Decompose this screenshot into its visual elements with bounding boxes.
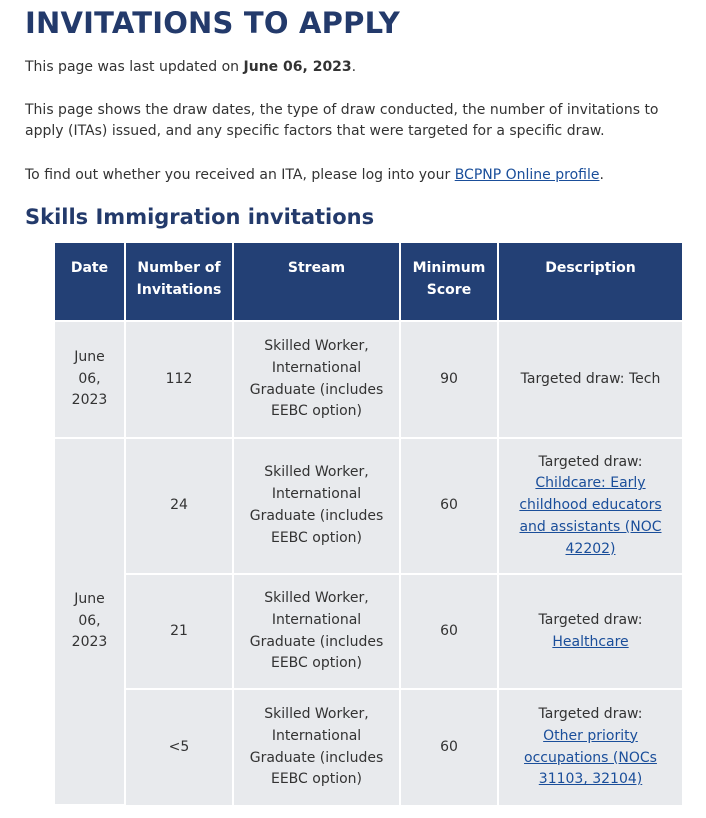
table-row [55, 438, 682, 574]
stream-cell: Skilled Worker, International Graduate (includes EEBC option) [233, 689, 400, 805]
description-text: Targeted draw: [538, 453, 643, 470]
healthcare-link[interactable]: Healthcare [552, 633, 629, 650]
login-suffix: . [599, 166, 604, 183]
header-stream: Stream [233, 243, 400, 320]
section-title: Skills Immigration invitations [25, 205, 375, 229]
description-text: Targeted draw: [538, 611, 643, 628]
stream-cell: Skilled Worker, International Graduate (includes EEBC option) [233, 574, 400, 689]
stream-cell: Skilled Worker, International Graduate (includes EEBC option) [233, 322, 400, 438]
score-cell: 90 [400, 322, 498, 438]
invitations-cell: <5 [125, 689, 233, 805]
invitations-table [55, 243, 682, 806]
page-title: INVITATIONS TO APPLY [25, 6, 400, 40]
date-cell: June 06, 2023 [55, 322, 125, 438]
table-header-row [55, 243, 682, 320]
invitations-cell: 112 [125, 322, 233, 438]
last-updated-suffix: . [351, 59, 357, 75]
score-cell: 60 [400, 438, 498, 574]
intro-text: This page shows the draw dates, the type of draw conducted, the number of invitations to apply (ITAs) issued, and any specific factors that were targeted for a specific draw. [25, 101, 659, 139]
description-text: Targeted draw: Tech [520, 370, 661, 387]
header-minimum-score: Minimum Score [400, 243, 498, 320]
table-row [55, 689, 682, 805]
description-cell [498, 574, 682, 689]
childcare-noc-link[interactable]: Childcare: Early childhood educators and assistants (NOC 42202) [519, 475, 662, 557]
login-prefix: To find out whether you received an ITA, please log into your [25, 166, 455, 183]
score-cell: 60 [400, 574, 498, 689]
score-cell: 60 [400, 689, 498, 805]
description-cell [498, 438, 682, 574]
last-updated-text [25, 57, 681, 79]
bcpnp-online-profile-link[interactable]: BCPNP Online profile [454, 166, 600, 183]
table-row [55, 322, 682, 438]
last-updated-prefix: This page was last updated on [25, 59, 244, 75]
description-cell [498, 322, 682, 438]
description-text: Targeted draw: [538, 705, 643, 722]
other-priority-occupations-link[interactable]: Other priority occupations (NOCs 31103, 32104) [524, 727, 657, 788]
last-updated-date: June 06, 2023 [243, 59, 352, 75]
table-row [55, 574, 682, 689]
header-date: Date [55, 243, 125, 320]
description-cell [498, 689, 682, 805]
date-cell: June 06, 2023 [55, 438, 125, 805]
login-text [25, 165, 681, 187]
stream-cell: Skilled Worker, International Graduate (includes EEBC option) [233, 438, 400, 574]
invitations-cell: 21 [125, 574, 233, 689]
invitations-cell: 24 [125, 438, 233, 574]
header-invitations: Number of Invitations [125, 243, 233, 320]
header-description: Description [498, 243, 682, 320]
